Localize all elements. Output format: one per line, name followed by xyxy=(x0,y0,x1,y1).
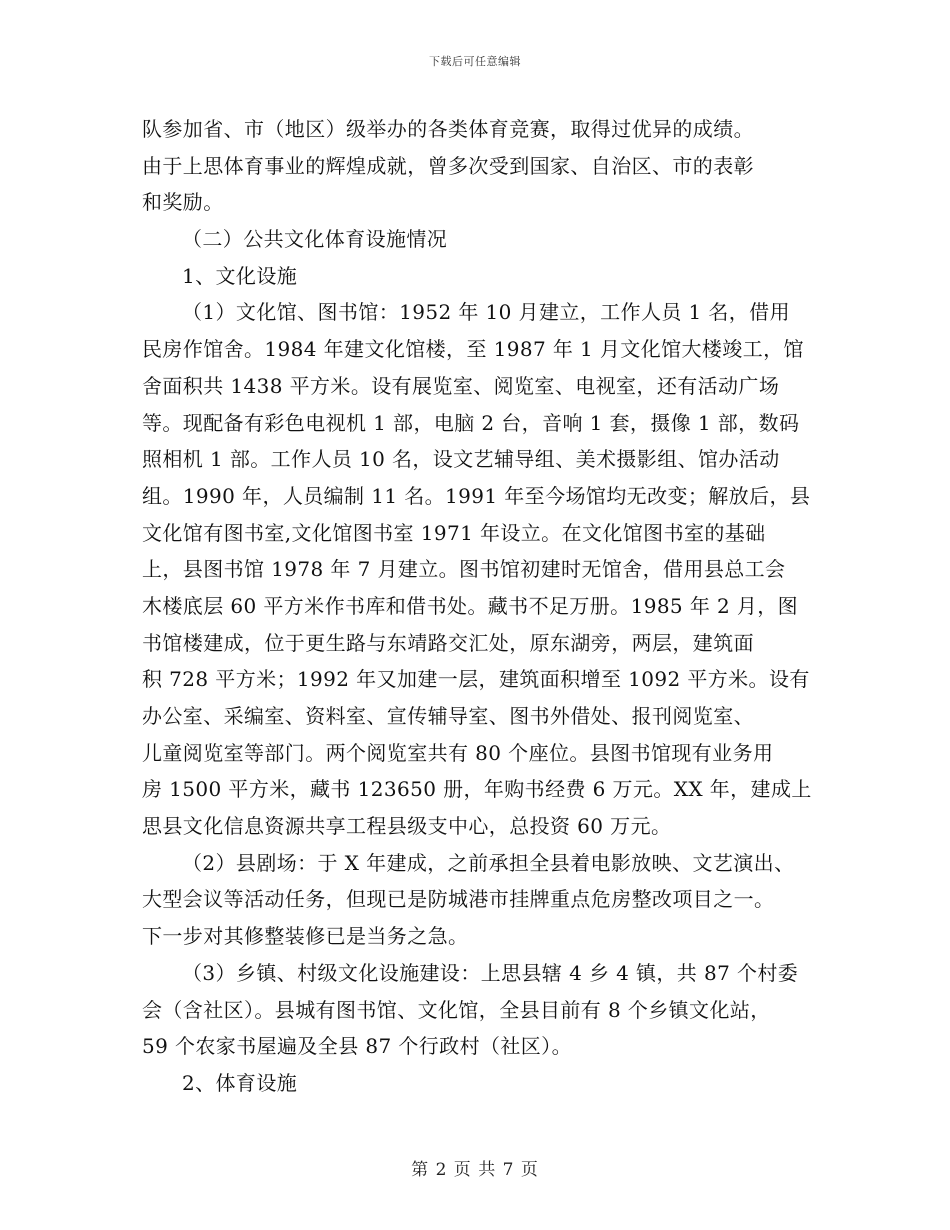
text-line: 书馆楼建成，位于更生路与东靖路交汇处，原东湖旁，两层，建筑面 xyxy=(142,630,754,655)
document-body xyxy=(142,111,832,1102)
text-line: 组。1990 年，人员编制 11 名。1991 年至今场馆均无改变；解放后，县 xyxy=(142,483,811,508)
text-line: 会（含社区）。县城有图书馆、文化馆，全县目前有 8 个乡镇文化站， xyxy=(142,997,771,1022)
text-line: 队参加省、市（地区）级举办的各类体育竞赛，取得过优异的成绩。 xyxy=(142,117,754,141)
paragraph-library xyxy=(142,294,832,844)
text-line: 舍面积共 1438 平方米。设有展览室、阅览室、电视室，还有活动广场 xyxy=(142,373,780,398)
text-line: 房 1500 平方米，藏书 123650 册，年购书经费 6 万元。XX 年，建成上 xyxy=(142,777,812,802)
text-line: 等。现配备有彩色电视机 1 部，电脑 2 台，音响 1 套，摄像 1 部，数码 xyxy=(142,410,800,435)
text-line: 办公室、采编室、资料室、宣传辅导室、图书外借处、报刊阅览室、 xyxy=(142,704,754,728)
text-line: 大型会议等活动任务，但现已是防城港市挂牌重点危房整改项目之一。 xyxy=(142,887,775,912)
text-line: 和奖励。 xyxy=(142,190,224,215)
page-number-footer: 第 2 页 共 7 页 xyxy=(411,1160,539,1180)
text-line: 文化馆有图书室,文化馆图书室 1971 年设立。在文化馆图书室的基础 xyxy=(142,520,766,545)
text-line: 思县文化信息资源共享工程县级支中心，总投资 60 万元。 xyxy=(142,814,672,839)
text-line: 上，县图书馆 1978 年 7 月建立。图书馆初建时无馆舍，借用县总工会 xyxy=(142,557,786,582)
text-line: 59 个农家书屋遍及全县 87 个行政村（社区）。 xyxy=(142,1034,572,1059)
text-line: 儿童阅览室等部门。两个阅览室共有 80 个座位。县图书馆现有业务用 xyxy=(142,740,774,765)
subsection-heading-sports: 2、体育设施 xyxy=(182,1070,298,1095)
text-line: 由于上思体育事业的辉煌成就，曾多次受到国家、自治区、市的表彰 xyxy=(142,153,754,178)
text-line: 木楼底层 60 平方米作书库和借书处。藏书不足万册。1985 年 2 月，图 xyxy=(142,593,799,618)
page-header: 下载后可任意编辑 xyxy=(429,55,521,68)
text-line: （2）县剧场：于 X 年建成，之前承担全县着电影放映、文艺演出、 xyxy=(182,850,795,875)
paragraph-theater xyxy=(142,845,832,955)
text-line: （3）乡镇、村级文化设施建设：上思县辖 4 乡 4 镇，共 87 个村委 xyxy=(182,960,799,985)
text-line: 下一步对其修整装修已是当务之急。 xyxy=(142,924,469,949)
text-line: （1）文化馆、图书馆：1952 年 10 月建立，工作人员 1 名，借用 xyxy=(182,300,790,325)
text-line: 照相机 1 部。工作人员 10 名，设文艺辅导组、美术摄影组、馆办活动 xyxy=(142,447,780,472)
text-line: 积 728 平方米；1992 年又加建一层，建筑面积增至 1092 平方米。设有 xyxy=(142,667,810,692)
paragraph-sports-achievements xyxy=(142,111,832,221)
paragraph-town-facilities xyxy=(142,955,832,1065)
section-heading-facilities: （二）公共文化体育设施情况 xyxy=(182,227,448,252)
text-line: 民房作馆舍。1984 年建文化馆楼，至 1987 年 1 月文化馆大楼竣工，馆 xyxy=(142,337,804,362)
subsection-heading-culture: 1、文化设施 xyxy=(182,263,298,288)
